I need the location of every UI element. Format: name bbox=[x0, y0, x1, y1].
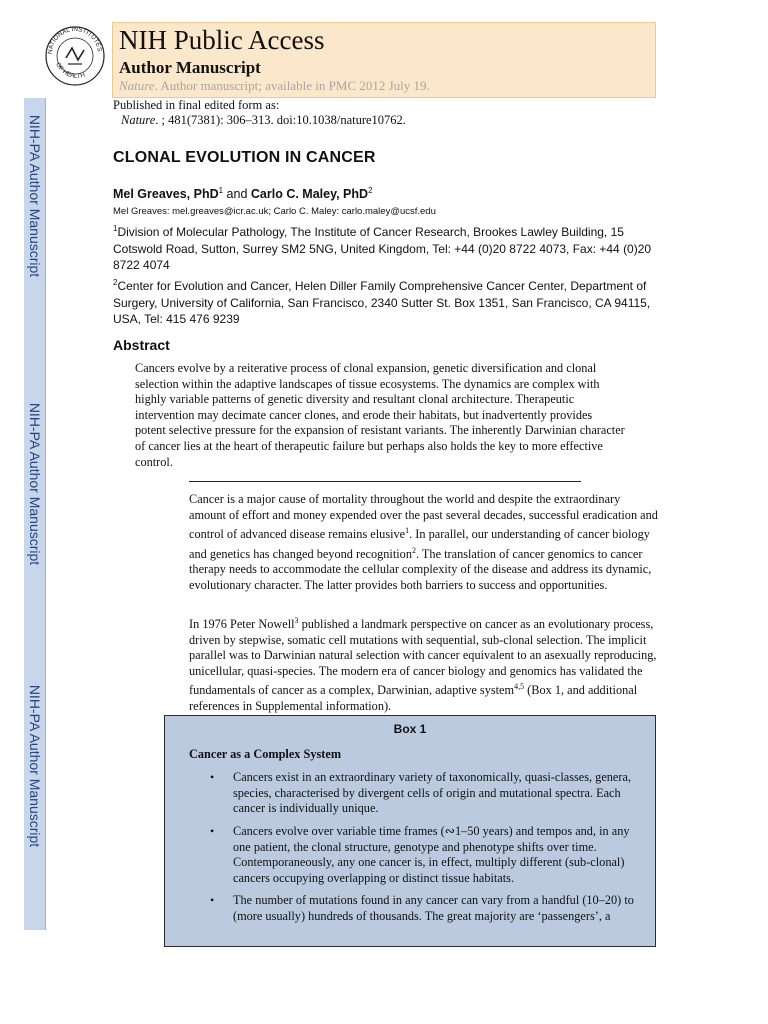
header-availability bbox=[119, 78, 430, 94]
sidebar-strip bbox=[24, 98, 46, 930]
logo-top-text: NATIONAL INSTITUTES bbox=[46, 25, 103, 55]
nih-logo-icon bbox=[44, 14, 106, 94]
ref-1[interactable]: 1 bbox=[405, 526, 410, 535]
box-bullet-text: Cancers evolve over variable time frames (∾1–50 years) and tempos and, in any one patient, the clonal structure, genotype and phenotype shifts over time. Contemporaneously, any one cancer is, in effect, multiply different (sub-clonal) cancers occupying overlapping or distinct tissue habitats. bbox=[233, 824, 630, 885]
logo-bottom-text: OF HEALTH bbox=[54, 61, 86, 80]
p2-text-b: published a landmark perspective on cancer as an evolutionary process, driven by stepwise, somatic cell mutations with sequential, sub-clonal selection. The implicit parallel was to Darwinian natural selection with cancer equivalent to an asexually reproducing, unicellular, quasi-species. The modern era of cancer biology and genomics has validated the fundamentals of cancer as a complex, Darwinian, adaptive system bbox=[189, 617, 657, 698]
body-paragraph-2 bbox=[189, 613, 659, 714]
citation-text: . ; 481(7381): 306–313. doi:10.1038/nature10762. bbox=[155, 113, 406, 127]
sidebar-label: NIH-PA Author Manuscript bbox=[26, 684, 43, 848]
affiliation-1 bbox=[113, 221, 653, 274]
affiliation-2 bbox=[113, 275, 653, 328]
affiliation-2-sup: 2 bbox=[113, 278, 118, 287]
abstract-text: Cancers evolve by a reiterative process of clonal expansion, genetic diversification and clonal selection within the adaptive landscapes of tissue ecosystems. The dynamics are complex with highly variable patterns of genetic diversity and resultant clonal architecture. Therapeutic intervention may decimate cancer clones, and erode their habitats, but inadvertently provides potent selective pressure for the expansion of resistant variants. The inherently Darwinian character of cancer lies at the heart of therapeutic failure but perhaps also holds the key to more effective control. bbox=[135, 361, 625, 469]
author-and: and bbox=[226, 187, 248, 202]
author-1-sup: 1 bbox=[218, 186, 224, 195]
box-bullet-item bbox=[210, 893, 643, 924]
publication-label: Published in final edited form as: bbox=[113, 98, 280, 112]
p1-text-c: . The translation of cancer genomics to cancer therapy needs to accommodate the cellular complexity of the disease and address its dynamic, evolutionary character. The latter provides both barriers to success and opportunities. bbox=[189, 546, 652, 592]
box-bullet-text: Cancers exist in an extraordinary variety of taxonomically, quasi-classes, genera, species, characterised by divergent cells of origin and mutational spectra. Each cancer is individually unique. bbox=[233, 770, 632, 815]
author-2-sup: 2 bbox=[368, 186, 373, 195]
box-bullet-item bbox=[210, 824, 643, 886]
author-emails: Mel Greaves: mel.greaves@icr.ac.uk; Carlo C. Maley: carlo.maley@ucsf.edu bbox=[113, 206, 436, 217]
box-bullet-text: The number of mutations found in any cancer can vary from a handful (10–20) to (more usually) hundreds of thousands. The great majority are ‘passengers’, a bbox=[233, 893, 634, 923]
bullet-icon: • bbox=[210, 770, 215, 784]
p2-text-c: (Box 1, and additional references in Supplemental information). bbox=[189, 683, 638, 713]
author-line bbox=[113, 186, 373, 201]
ref-3[interactable]: 3 bbox=[294, 616, 299, 625]
bullet-icon: • bbox=[210, 824, 215, 838]
header-availability-text: . Author manuscript; available in PMC 2012 July 19. bbox=[154, 78, 430, 93]
header-subtitle: Author Manuscript bbox=[119, 58, 261, 77]
body-paragraph-1 bbox=[189, 492, 659, 593]
publication-citation[interactable] bbox=[113, 113, 406, 128]
author-2: Carlo C. Maley, PhD bbox=[250, 187, 369, 202]
header-title: NIH Public Access bbox=[119, 25, 325, 55]
header-journal: Nature bbox=[119, 78, 155, 93]
article-title: CLONAL EVOLUTION IN CANCER bbox=[113, 149, 376, 166]
sidebar-label: NIH-PA Author Manuscript bbox=[26, 402, 43, 566]
sidebar-label: NIH-PA Author Manuscript bbox=[26, 114, 43, 278]
box-1 bbox=[164, 715, 656, 947]
affiliation-1-sup: 1 bbox=[113, 224, 118, 233]
bullet-icon: • bbox=[210, 893, 215, 907]
author-1: Mel Greaves, PhD bbox=[113, 187, 219, 202]
affiliation-2-text: Center for Evolution and Cancer, Helen Diller Family Comprehensive Cancer Center, Department of Surgery, University of California, San Francisco, 2340 Sutter St. Box 1351, San Francisco, CA 94115, USA, Tel: 415 476 9239 bbox=[113, 279, 651, 326]
p1-text-a: Cancer is a major cause of mortality throughout the world and despite the extraordinary amount of effort and money expended over the past several decades, successful eradication and control of advanced disease remains elusive bbox=[189, 492, 658, 542]
ref-2[interactable]: 2 bbox=[411, 545, 416, 555]
section-divider bbox=[189, 481, 581, 482]
box-title: Box 1 bbox=[393, 722, 427, 736]
box-bullet-item bbox=[210, 770, 643, 817]
citation-journal: Nature bbox=[121, 113, 156, 127]
publication-info bbox=[113, 98, 406, 128]
abstract-heading: Abstract bbox=[113, 337, 170, 353]
p2-text-a: In 1976 Peter Nowell bbox=[189, 617, 295, 632]
affiliation-1-text: Division of Molecular Pathology, The Institute of Cancer Research, Brookes Lawley Building, 15 Cotswold Road, Sutton, Surrey SM2 5NG, United Kingdom, Tel: +44 (0)20 8722 4073, Fax: +44 (0)20 8722 4074 bbox=[113, 225, 652, 272]
nih-header-banner bbox=[112, 22, 656, 98]
box-subtitle: Cancer as a Complex System bbox=[189, 747, 342, 761]
ref-4-5[interactable]: 4,5 bbox=[514, 682, 525, 692]
p1-text-b: . In parallel, our understanding of cancer biology and genetics has changed beyond recognition bbox=[189, 527, 650, 561]
